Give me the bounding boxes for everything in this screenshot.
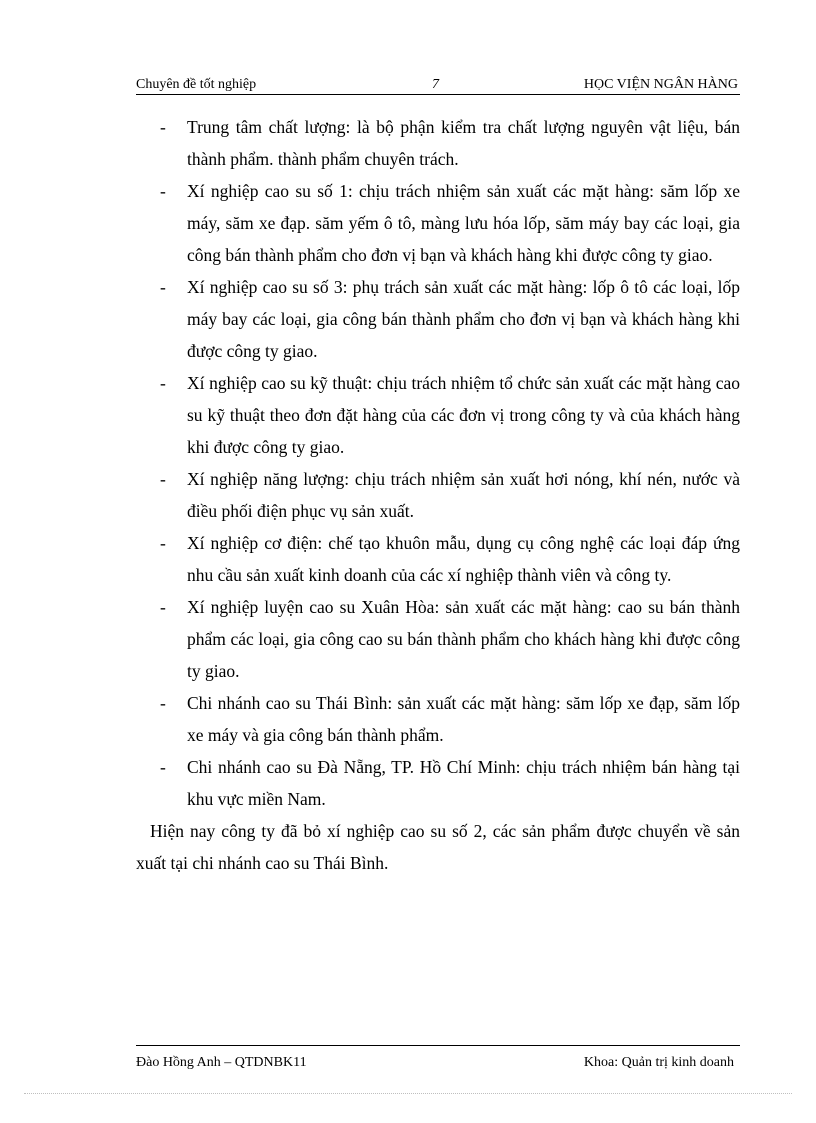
list-item (160, 527, 740, 591)
list-item (160, 271, 740, 367)
page-footer (136, 1045, 740, 1068)
footer-faculty: Khoa: Quản trị kinh doanh (583, 1055, 734, 1070)
list-item (160, 111, 740, 175)
list-item-text: Xí nghiệp cao su số 1: chịu trách nhiệm sản xuất các mặt hàng: săm lốp xe máy, săm xe đạp. săm yếm ô tô, màng lưu hóa lốp, săm máy bay các loại, gia công bán thành phẩm cho đơn vị bạn và khách hàng khi được công ty giao. (187, 181, 740, 265)
list-item (160, 175, 740, 271)
closing-paragraph: Hiện nay công ty đã bỏ xí nghiệp cao su số 2, các sản phẩm được chuyển về sản xuất tại chi nhánh cao su Thái Bình. (136, 821, 740, 873)
list-item-text: Xí nghiệp năng lượng: chịu trách nhiệm sản xuất hơi nóng, khí nén, nước và điều phối điện phục vụ sản xuất. (187, 469, 740, 521)
list-item-text: Chi nhánh cao su Đà Nẵng, TP. Hồ Chí Minh: chịu trách nhiệm bán hàng tại khu vực miền Nam. (187, 757, 740, 809)
list-item-text: Xí nghiệp cơ điện: chế tạo khuôn mẫu, dụng cụ công nghệ các loại đáp ứng nhu cầu sản xuất kinh doanh của các xí nghiệp thành viên và công ty. (187, 533, 740, 585)
list-item (160, 367, 740, 463)
header-document-type: Chuyên đề tốt nghiệp (136, 77, 257, 92)
list-item-text: Xí nghiệp cao su kỹ thuật: chịu trách nhiệm tổ chức sản xuất các mặt hàng cao su kỹ thuật theo đơn đặt hàng của các đơn vị trong công ty và của khách hàng khi được công ty giao. (187, 373, 740, 457)
bullet-dash: - (160, 277, 166, 297)
bullet-dash: - (160, 757, 166, 777)
list-item (160, 751, 740, 815)
bullet-dash: - (160, 533, 166, 553)
bullet-dash: - (160, 373, 166, 393)
header-institution: HỌC VIỆN NGÂN HÀNG (583, 77, 738, 92)
page-edge-divider (24, 1093, 792, 1094)
footer-author: Đào Hồng Anh – QTDNBK11 (136, 1055, 307, 1070)
list-item-text: Xí nghiệp cao su số 3: phụ trách sản xuất các mặt hàng: lốp ô tô các loại, lốp máy bay các loại, gia công bán thành phẩm cho đơn vị bạn và khách hàng khi được công ty giao. (187, 277, 740, 361)
list-item (160, 463, 740, 527)
page-header (136, 76, 740, 95)
list-item-text: Chi nhánh cao su Thái Bình: sản xuất các mặt hàng: săm lốp xe đạp, săm lốp xe máy và gia công bán thành phẩm. (187, 693, 740, 745)
header-page-number: 7 (432, 77, 439, 92)
bullet-dash: - (160, 469, 166, 489)
department-list (160, 111, 740, 815)
list-item-text: Xí nghiệp luyện cao su Xuân Hòa: sản xuất các mặt hàng: cao su bán thành phẩm các loại, gia công cao su bán thành phẩm cho khách hàng khi được công ty giao. (187, 597, 740, 681)
list-item (160, 687, 740, 751)
page-body (136, 111, 740, 879)
bullet-dash: - (160, 181, 166, 201)
bullet-dash: - (160, 117, 166, 137)
bullet-dash: - (160, 597, 166, 617)
bullet-dash: - (160, 693, 166, 713)
list-item (160, 591, 740, 687)
list-item-text: Trung tâm chất lượng: là bộ phận kiểm tra chất lượng nguyên vật liệu, bán thành phẩm. thành phẩm chuyên trách. (187, 117, 740, 169)
